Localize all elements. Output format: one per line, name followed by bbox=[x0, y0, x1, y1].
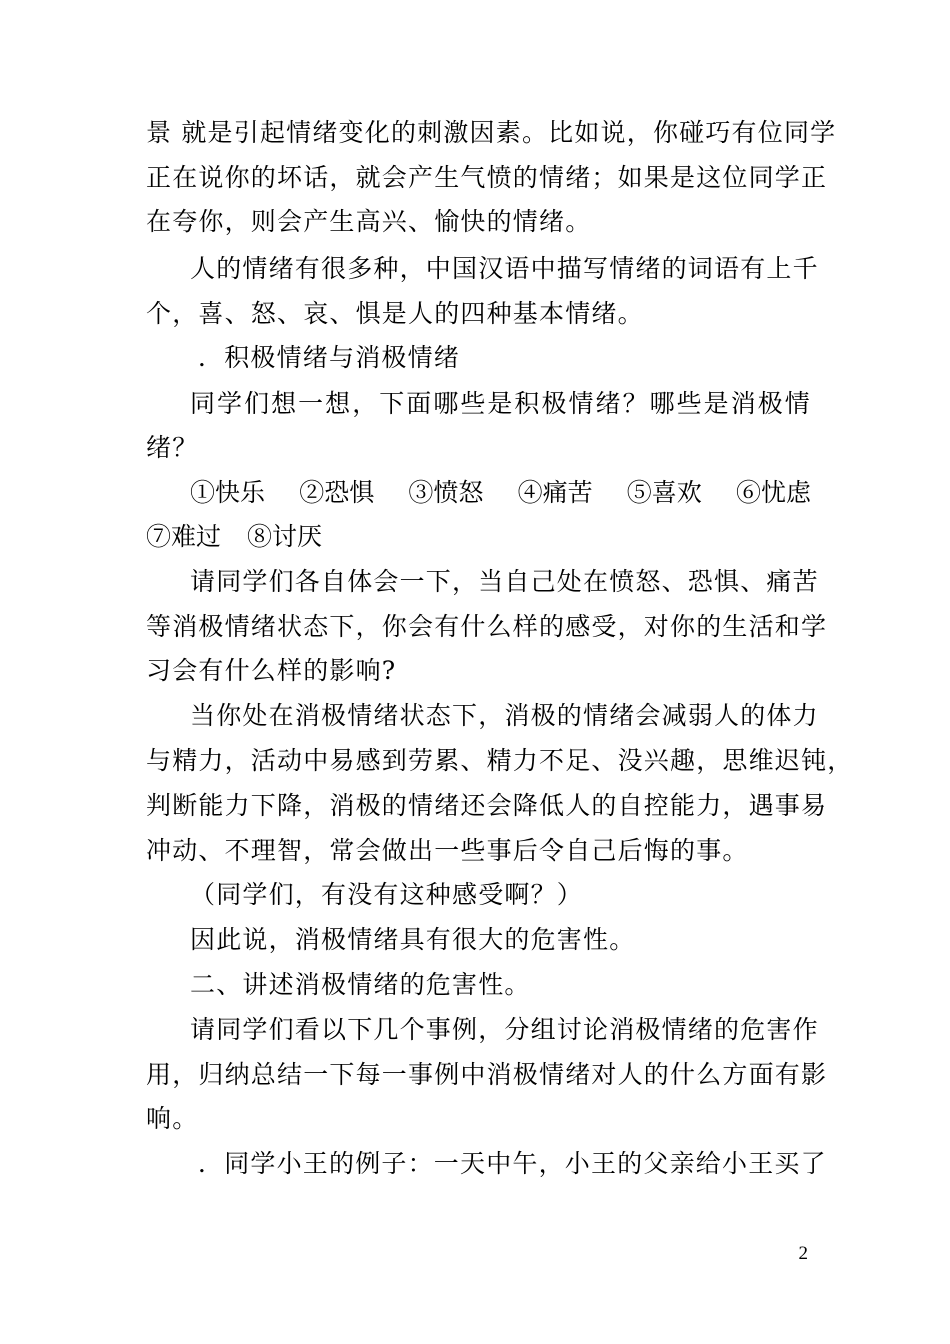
text-line: 因此说，消极情绪具有很大的危害性。 bbox=[190, 925, 636, 954]
choice-item: ⑥忧虑 bbox=[735, 478, 811, 507]
text-line: 请同学们看以下几个事例，分组讨论消极情绪的危害作 bbox=[190, 1015, 819, 1044]
text-line: 正在说你的坏话，就会产生气愤的情绪；如果是这位同学正 bbox=[146, 163, 828, 192]
text-line: 当你处在消极情绪状态下，消极的情绪会减弱人的体力 bbox=[190, 701, 819, 730]
emotion-choices-row-2 bbox=[146, 522, 322, 552]
text-line: 在夸你，则会产生高兴、愉快的情绪。 bbox=[146, 207, 592, 236]
choice-item: ⑦难过 bbox=[146, 522, 222, 551]
text-line: 用，归纳总结一下每一事例中消极情绪对人的什么方面有影 bbox=[146, 1060, 828, 1089]
choice-item: ④痛苦 bbox=[517, 478, 593, 507]
text-line: 习会有什么样的影响? bbox=[146, 656, 397, 685]
text-line: ．同学小王的例子：一天中午，小王的父亲给小王买了 bbox=[198, 1149, 827, 1178]
choice-item: ⑤喜欢 bbox=[626, 478, 702, 507]
choice-item: ①快乐 bbox=[190, 478, 266, 507]
text-line: 判断能力下降，消极的情绪还会降低人的自控能力，遇事易 bbox=[146, 791, 828, 820]
text-line: 等消极情绪状态下，你会有什么样的感受，对你的生活和学 bbox=[146, 612, 828, 641]
text-line: 景 就是引起情绪变化的刺激因素。比如说，你碰巧有位同学 bbox=[146, 118, 837, 147]
text-line: 同学们想一想，下面哪些是积极情绪？哪些是消极情 bbox=[190, 389, 811, 418]
text-line: 绪？ bbox=[146, 433, 199, 462]
choice-item: ③愤怒 bbox=[408, 478, 484, 507]
text-line: 人的情绪有很多种，中国汉语中描写情绪的词语有上千 bbox=[190, 254, 819, 283]
text-line: 响。 bbox=[146, 1104, 199, 1133]
text-line: 与精力，活动中易感到劳累、精力不足、没兴趣，思维迟钝， bbox=[146, 746, 854, 775]
page-number: 2 bbox=[798, 1243, 808, 1264]
text-line: 请同学们各自体会一下，当自己处在愤怒、恐惧、痛苦 bbox=[190, 567, 819, 596]
text-line: 个，喜、怒、哀、惧是人的四种基本情绪。 bbox=[146, 299, 644, 328]
section-heading: ．积极情绪与消极情绪 bbox=[198, 343, 461, 372]
text-line: 冲动、不理智，常会做出一些事后令自己后悔的事。 bbox=[146, 836, 749, 865]
section-heading: 二、讲述消极情绪的危害性。 bbox=[190, 970, 531, 999]
emotion-choices-row-1 bbox=[190, 478, 811, 508]
choice-item: ②恐惧 bbox=[299, 478, 375, 507]
choice-item: ⑧讨厌 bbox=[247, 522, 323, 551]
text-line: （同学们，有没有这种感受啊？） bbox=[190, 880, 584, 909]
